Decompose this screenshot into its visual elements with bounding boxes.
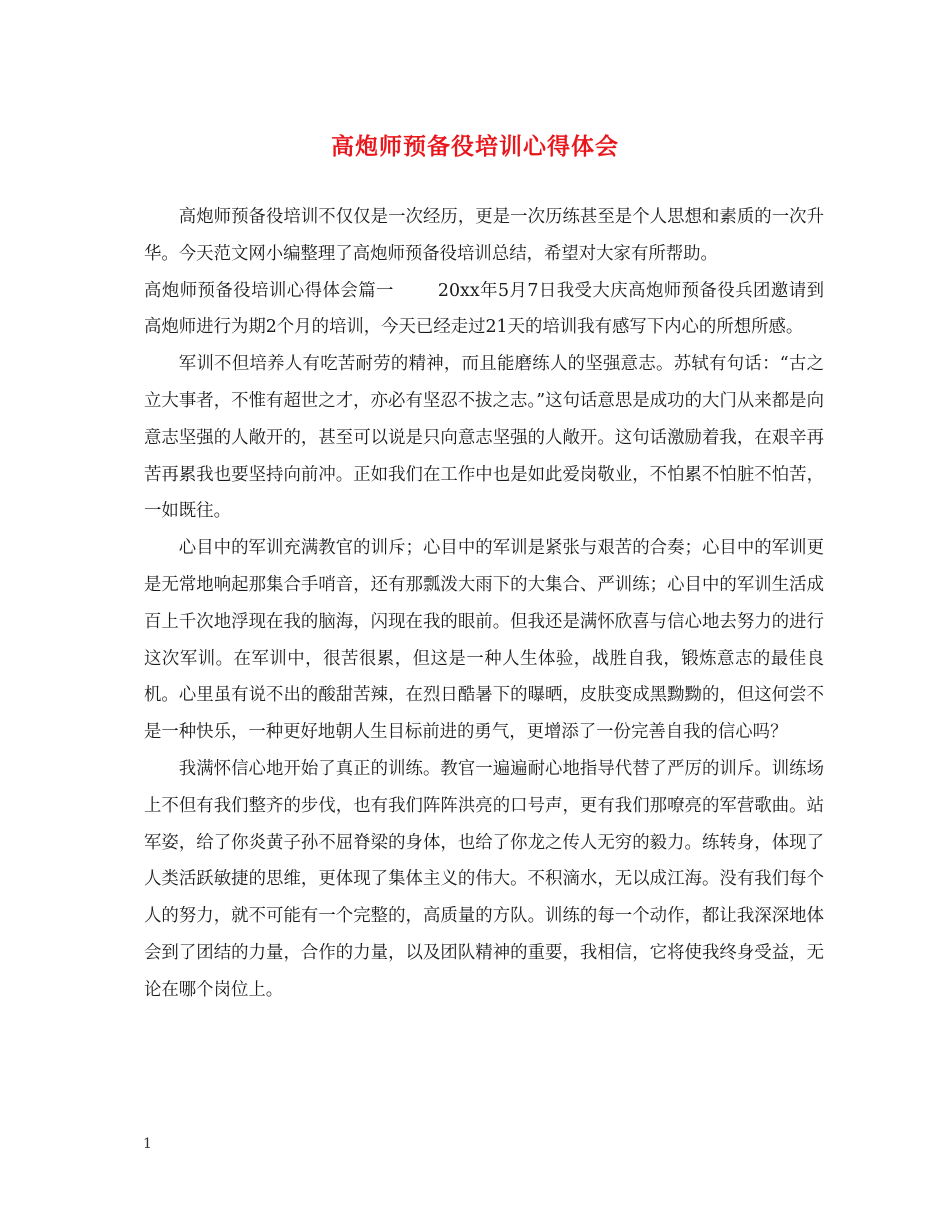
page-number: 1 — [143, 1136, 152, 1152]
section-paragraph — [144, 273, 824, 347]
paragraph-4: 我满怀信心地开始了真正的训练。教官一遍遍耐心地指导代替了严厉的训斥。训练场上不但有我们整齐的步伐，也有我们阵阵洪亮的口号声，更有我们那嘹亮的军营歌曲。站军姿，给了你炎黄子孙不屈脊梁的身体，也给了你龙之传人无穷的毅力。练转身，体现了人类活跃敏捷的思维，更体现了集体主义的伟大。不积滴水，无以成江海。没有我们每个人的努力，就不可能有一个完整的，高质量的方队。训练的每一个动作，都让我深深地体会到了团结的力量，合作的力量，以及团队精神的重要，我相信，它将使我终身受益，无论在哪个岗位上。 — [144, 758, 824, 1000]
document-body — [144, 199, 824, 1009]
paragraph-3: 心目中的军训充满教官的训斥；心目中的军训是紧张与艰苦的合奏；心目中的军训更是无常地响起那集合手哨音，还有那瓢泼大雨下的大集合、严训练；心目中的军训生活成百上千次地浮现在我的脑海，闪现在我的眼前。但我还是满怀欣喜与信心地去努力的进行这次军训。在军训中，很苦很累，但这是一种人生体验，战胜自我，锻炼意志的最佳良机。心里虽有说不出的酸甜苦辣，在烈日酷暑下的曝晒，皮肤变成黑黝黝的，但这何尝不是一种快乐，一种更好地朝人生目标前进的勇气，更增添了一份完善自我的信心吗？ — [144, 538, 824, 743]
intro-paragraph: 高炮师预备役培训不仅仅是一次经历，更是一次历练甚至是个人思想和素质的一次升华。今天范文网小编整理了高炮师预备役培训总结，希望对大家有所帮助。 — [144, 207, 824, 264]
section-heading: 高炮师预备役培训心得体会篇一 — [144, 280, 394, 301]
section-first-text: 20xx年5月7日我受大庆高炮师预备役兵团邀请到高炮师进行为期2个月的培训，今天已经走过21天的培训我有感写下内心的所想所感。 — [144, 280, 824, 338]
paragraph-2: 军训不但培养人有吃苦耐劳的精神，而且能磨练人的坚强意志。苏轼有句话：“古之立大事者，不惟有超世之才，亦必有坚忍不拔之志。”这句话意思是成功的大门从来都是向意志坚强的人敞开的，甚至可以说是只向意志坚强的人敞开。这句话激励着我，在艰辛再苦再累我也要坚持向前冲。正如我们在工作中也是如此爱岗敬业，不怕累不怕脏不怕苦，一如既往。 — [144, 354, 824, 522]
document-title: 高炮师预备役培训心得体会 — [331, 133, 619, 160]
